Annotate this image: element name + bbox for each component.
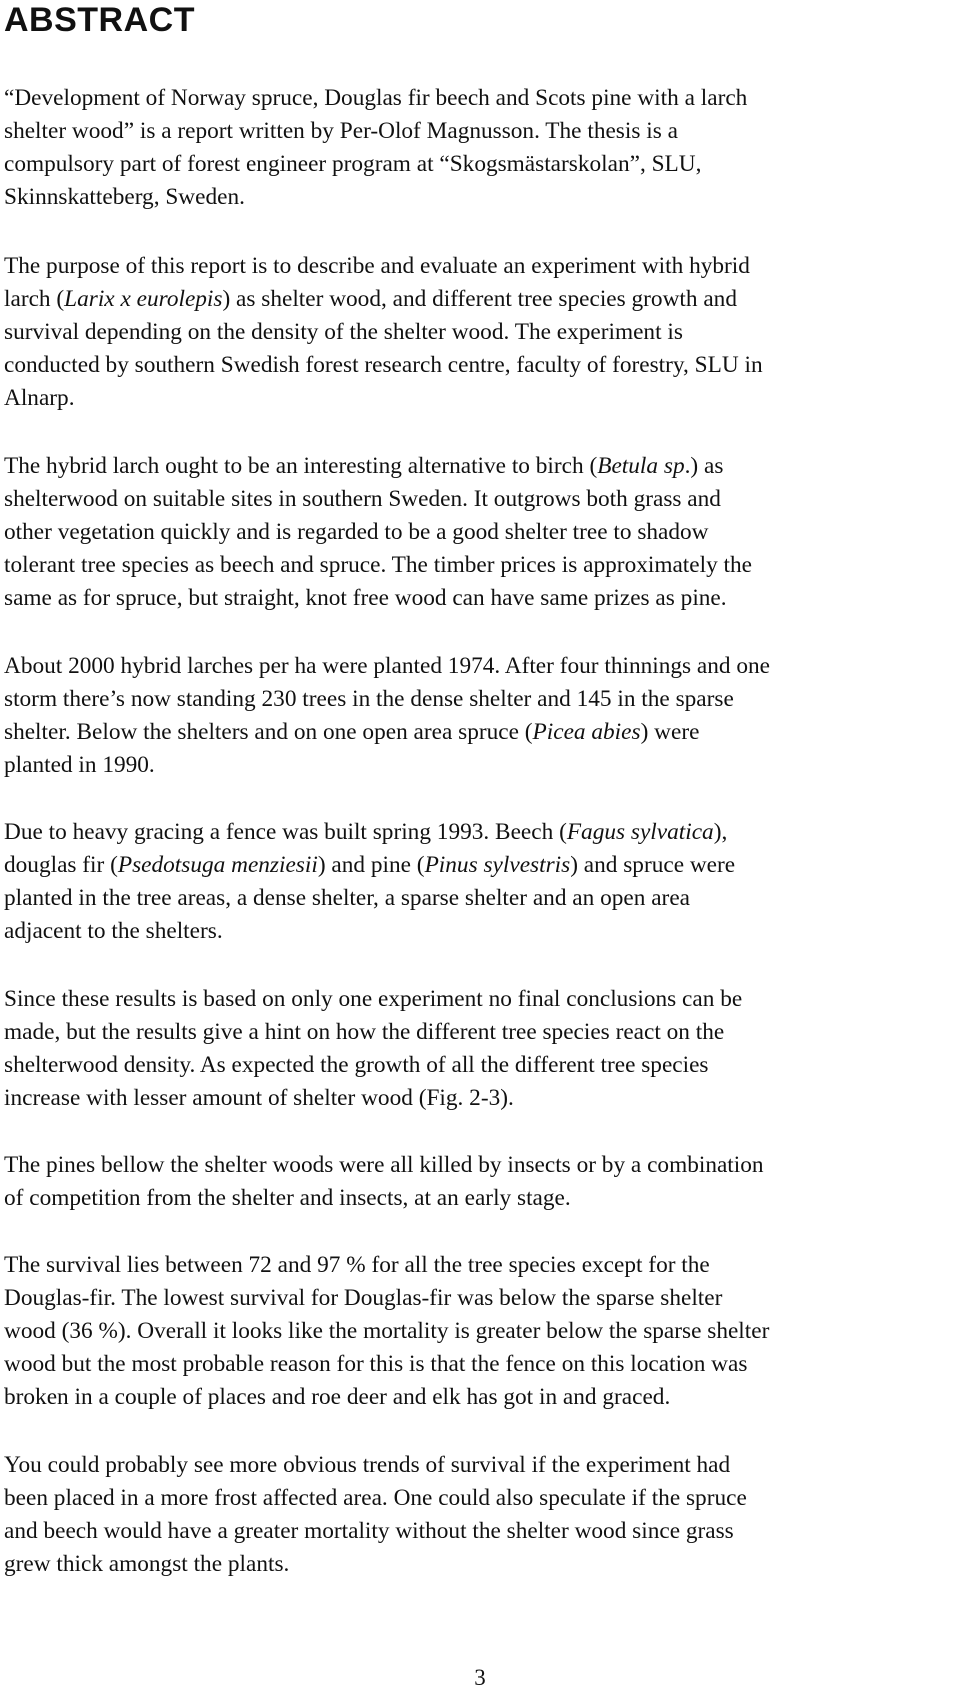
text-run: Since these results is based on only one experiment no final conclusions can be: [4, 986, 743, 1012]
text-line: [4, 849, 952, 882]
paragraph-9: [4, 1449, 952, 1581]
text-line: [4, 1016, 952, 1049]
text-run: ) as shelter wood, and different tree species growth and: [222, 286, 737, 313]
text-run: You could probably see more obvious trends of survival if the experiment had: [4, 1452, 731, 1478]
text-run: storm there’s now standing 230 trees in the dense shelter and 145 in the sparse: [4, 686, 734, 713]
text-line: [4, 983, 952, 1016]
page-number: 3: [474, 1665, 486, 1690]
paragraph-2: [4, 250, 952, 415]
text-run: ),: [713, 819, 728, 845]
text-line: [4, 115, 952, 148]
text-run: ) were: [640, 719, 700, 746]
text-run: survival depending on the density of the shelter wood. The experiment is: [4, 319, 683, 346]
paragraph-5: [4, 816, 952, 948]
text-run: grew thick amongst the plants.: [4, 1551, 290, 1578]
text-line: [4, 1049, 952, 1082]
paragraph-8: [4, 1249, 952, 1414]
text-line: [4, 181, 952, 214]
text-line: [4, 1449, 952, 1482]
text-run: The purpose of this report is to describe and evaluate an experiment with hybrid: [4, 253, 750, 279]
text-run: “Development of Norway spruce, Douglas fir beech and Scots pine with a larch: [4, 85, 748, 111]
paragraph-3: [4, 450, 952, 615]
italic-term: Fagus sylvatica: [566, 819, 714, 845]
text-line: [4, 450, 952, 483]
text-run: shelterwood density. As expected the growth of all the different tree species: [4, 1052, 709, 1079]
italic-term: Larix x eurolepis: [64, 286, 223, 313]
text-line: [4, 316, 952, 349]
text-run: shelter wood” is a report written by Per-Olof Magnusson. The thesis is a: [4, 118, 678, 145]
text-line: [4, 915, 952, 948]
text-line: [4, 1548, 952, 1581]
text-run: About 2000 hybrid larches per ha were planted 1974. After four thinnings and one: [4, 653, 771, 679]
text-line: [4, 716, 952, 749]
text-line: [4, 1315, 952, 1348]
text-run: same as for spruce, but straight, knot free wood can have same prizes as pine.: [4, 585, 727, 612]
text-line: [4, 650, 952, 683]
text-run: increase with lesser amount of shelter wood (Fig. 2-3).: [4, 1085, 514, 1112]
paragraph-7: [4, 1149, 952, 1215]
italic-term: Picea abies: [532, 719, 641, 746]
text-line: [4, 549, 952, 582]
text-run: tolerant tree species as beech and spruce. The timber prices is approximately the: [4, 552, 753, 579]
text-line: [4, 1348, 952, 1381]
text-run: planted in the tree areas, a dense shelter, a sparse shelter and an open area: [4, 885, 690, 912]
text-run: ) and pine (: [317, 852, 425, 879]
text-run: Douglas-fir. The lowest survival for Douglas-fir was below the sparse shelter: [4, 1285, 723, 1312]
paragraph-6: [4, 983, 952, 1115]
text-run: ) and spruce were: [570, 852, 736, 879]
text-line: [4, 283, 952, 316]
text-line: [4, 1182, 952, 1215]
text-line: [4, 382, 952, 415]
text-line: [4, 250, 952, 283]
paragraph-1: [4, 82, 952, 214]
text-run: broken in a couple of places and roe deer and elk has got in and graced.: [4, 1384, 671, 1411]
text-run: been placed in a more frost affected area. One could also speculate if the spruce: [4, 1485, 747, 1512]
text-line: [4, 148, 952, 181]
text-line: [4, 1482, 952, 1515]
text-run: of competition from the shelter and insects, at an early stage.: [4, 1185, 571, 1212]
text-line: [4, 483, 952, 516]
section-heading: ABSTRACT: [4, 1, 195, 39]
text-run: .) as: [684, 453, 724, 479]
text-run: shelterwood on suitable sites in southern Sweden. It outgrows both grass and: [4, 486, 721, 513]
text-run: larch (: [4, 286, 65, 313]
italic-term: Psedotsuga menziesii: [117, 852, 318, 879]
text-line: [4, 516, 952, 549]
text-line: [4, 1381, 952, 1414]
text-run: conducted by southern Swedish forest research centre, faculty of forestry, SLU in: [4, 352, 763, 379]
text-run: The hybrid larch ought to be an interesting alternative to birch (: [4, 453, 598, 479]
italic-term: Pinus sylvestris: [424, 852, 571, 879]
text-line: [4, 1082, 952, 1115]
text-line: [4, 349, 952, 382]
text-run: shelter. Below the shelters and on one open area spruce (: [4, 719, 533, 746]
text-line: [4, 582, 952, 615]
text-run: compulsory part of forest engineer program at “Skogsmästarskolan”, SLU,: [4, 151, 702, 178]
text-run: wood (36 %). Overall it looks like the mortality is greater below the sparse shelter: [4, 1318, 770, 1345]
text-run: douglas fir (: [4, 852, 118, 879]
paragraph-4: [4, 650, 952, 782]
text-line: [4, 1515, 952, 1548]
text-line: [4, 749, 952, 782]
text-run: planted in 1990.: [4, 752, 155, 779]
text-line: [4, 816, 952, 849]
text-line: [4, 1249, 952, 1282]
text-line: [4, 1282, 952, 1315]
text-line: [4, 82, 952, 115]
italic-term: Betula sp: [597, 453, 685, 479]
text-line: [4, 683, 952, 716]
text-line: [4, 1149, 952, 1182]
text-run: Skinnskatteberg, Sweden.: [4, 184, 245, 211]
text-run: The survival lies between 72 and 97 % for all the tree species except for the: [4, 1252, 710, 1278]
document-page: [4, 0, 952, 1578]
text-run: other vegetation quickly and is regarded to be a good shelter tree to shadow: [4, 519, 709, 546]
text-line: [4, 882, 952, 915]
text-run: and beech would have a greater mortality without the shelter wood since grass: [4, 1518, 734, 1545]
text-run: Due to heavy gracing a fence was built spring 1993. Beech (: [4, 819, 567, 845]
text-run: Alnarp.: [4, 385, 75, 412]
text-run: The pines bellow the shelter woods were all killed by insects or by a combination: [4, 1152, 764, 1178]
text-run: adjacent to the shelters.: [4, 918, 223, 945]
text-run: made, but the results give a hint on how the different tree species react on the: [4, 1019, 725, 1046]
text-run: wood but the most probable reason for this is that the fence on this location was: [4, 1351, 748, 1378]
